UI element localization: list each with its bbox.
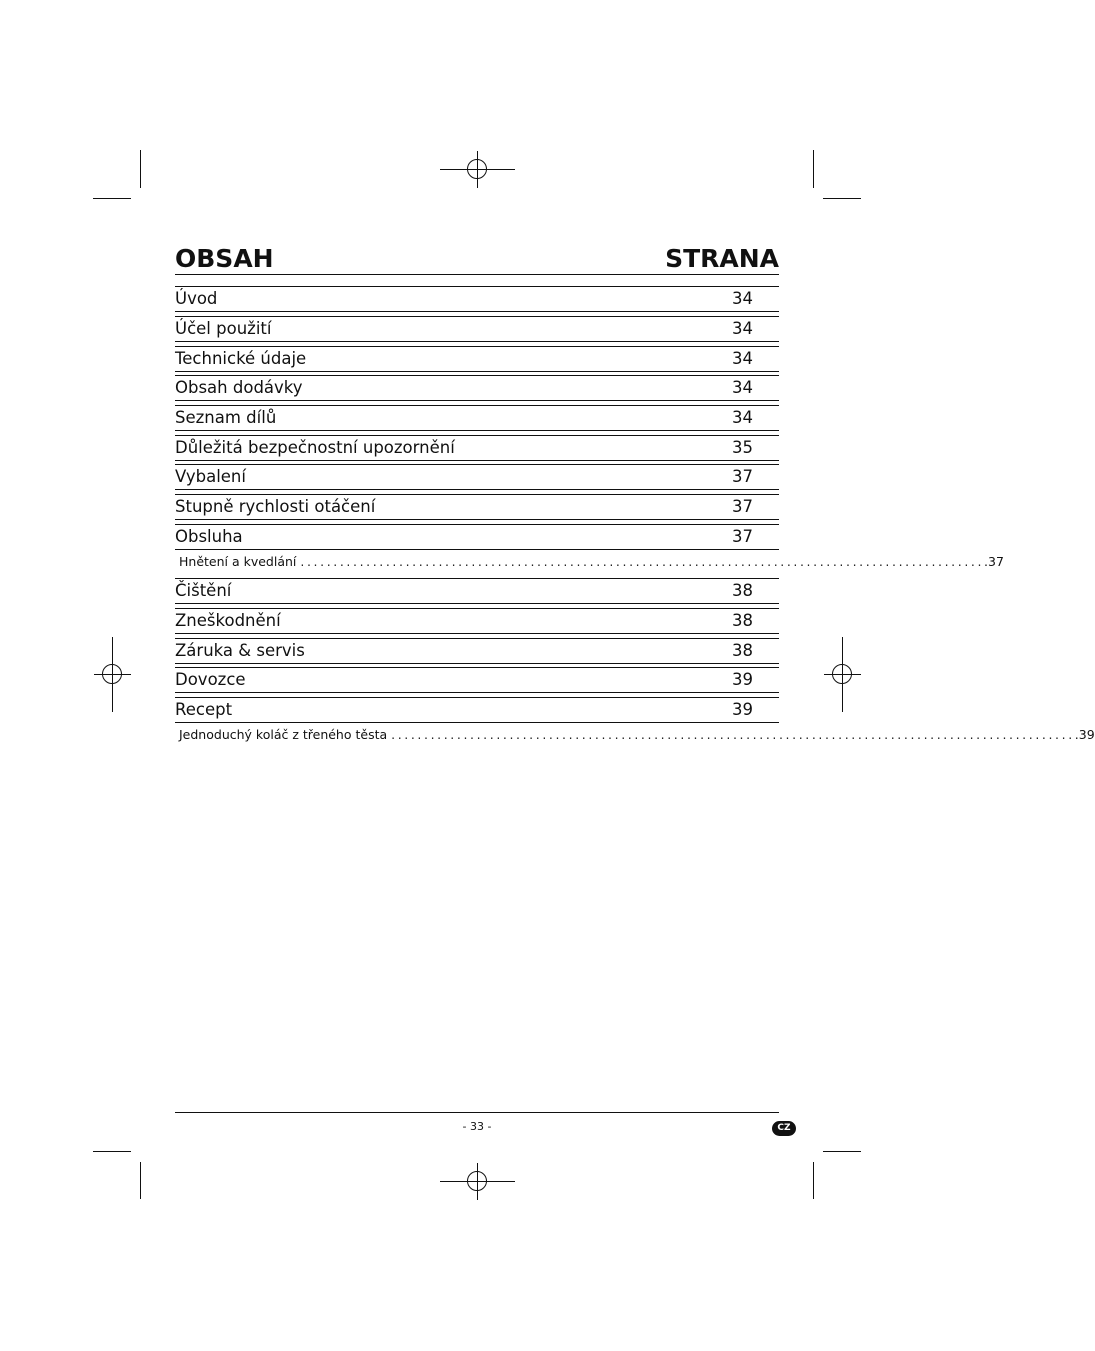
toc-subentry-title: Jednoduchý koláč z třeného těsta xyxy=(179,727,388,742)
crop-mark-tl-h xyxy=(93,198,131,199)
toc-entry-title: Zneškodnění xyxy=(175,611,281,630)
crop-mark-bl-h xyxy=(93,1151,131,1152)
dot-leader: ........................................................................................................ xyxy=(300,554,985,569)
contents-heading: OBSAH xyxy=(175,244,274,273)
toc-entry-title: Obsah dodávky xyxy=(175,378,303,397)
toc-entry-page: 37 xyxy=(732,467,753,486)
toc-subentry xyxy=(179,726,1095,744)
toc-entry-page: 35 xyxy=(732,438,753,457)
toc-entry xyxy=(175,578,779,604)
footer-divider xyxy=(175,1112,779,1113)
toc-entry xyxy=(175,697,779,723)
toc-entry-title: Dovozce xyxy=(175,670,246,689)
toc-entry-page: 34 xyxy=(732,289,753,308)
crop-mark-br-v xyxy=(813,1162,814,1199)
toc-entry xyxy=(175,375,779,401)
toc-entry-page: 34 xyxy=(732,378,753,397)
toc-entry-title: Recept xyxy=(175,700,233,719)
toc-entry-page: 38 xyxy=(732,581,753,600)
language-badge: CZ xyxy=(772,1121,796,1136)
toc-entry xyxy=(175,346,779,372)
toc-entry xyxy=(175,435,779,461)
page-heading: STRANA xyxy=(665,244,779,273)
toc-subentry xyxy=(179,553,1004,571)
toc-entry-page: 37 xyxy=(732,527,753,546)
toc-entry-title: Důležitá bezpečnostní upozornění xyxy=(175,438,455,457)
toc-entry-page: 38 xyxy=(732,611,753,630)
toc-header xyxy=(175,244,779,275)
toc-entry-page: 34 xyxy=(732,319,753,338)
toc-entry-title: Čištění xyxy=(175,581,232,600)
toc-entry xyxy=(175,667,779,693)
crop-mark-br-h xyxy=(823,1151,861,1152)
toc-entry xyxy=(175,608,779,634)
toc-entry xyxy=(175,405,779,431)
toc-entry-title: Vybalení xyxy=(175,467,246,486)
toc-entry xyxy=(175,316,779,342)
crop-mark-tl-v xyxy=(140,150,141,188)
toc-entry xyxy=(175,464,779,490)
toc-entry-title: Obsluha xyxy=(175,527,243,546)
toc-entry-page: 39 xyxy=(732,670,753,689)
toc-entry-title: Stupně rychlosti otáčení xyxy=(175,497,376,516)
toc-entry-title: Záruka & servis xyxy=(175,641,305,660)
toc-entry-page: 39 xyxy=(732,700,753,719)
toc-entry xyxy=(175,524,779,550)
dot-leader: ........................................................................................................ xyxy=(391,727,1075,742)
crop-mark-tr-h xyxy=(823,198,861,199)
toc-entry-title: Úvod xyxy=(175,289,218,308)
toc-entry-page: 34 xyxy=(732,408,753,427)
crop-mark-tr-v xyxy=(813,150,814,188)
crop-mark-bl-v xyxy=(140,1162,141,1199)
toc-subentry-page: .37 xyxy=(984,554,1004,569)
toc-entry-title: Seznam dílů xyxy=(175,408,277,427)
toc-entry-title: Účel použití xyxy=(175,319,272,338)
toc-entry-page: 38 xyxy=(732,641,753,660)
toc-subentry-page: .39 xyxy=(1074,727,1095,742)
toc-entry-page: 34 xyxy=(732,349,753,368)
toc-entry-title: Technické údaje xyxy=(175,349,307,368)
toc-subentry-title: Hnětení a kvedlání xyxy=(179,554,297,569)
toc-entry xyxy=(175,286,779,312)
page-number: - 33 - xyxy=(462,1120,492,1133)
toc-entry xyxy=(175,638,779,664)
toc-entry-page: 37 xyxy=(732,497,753,516)
toc-entry xyxy=(175,494,779,520)
